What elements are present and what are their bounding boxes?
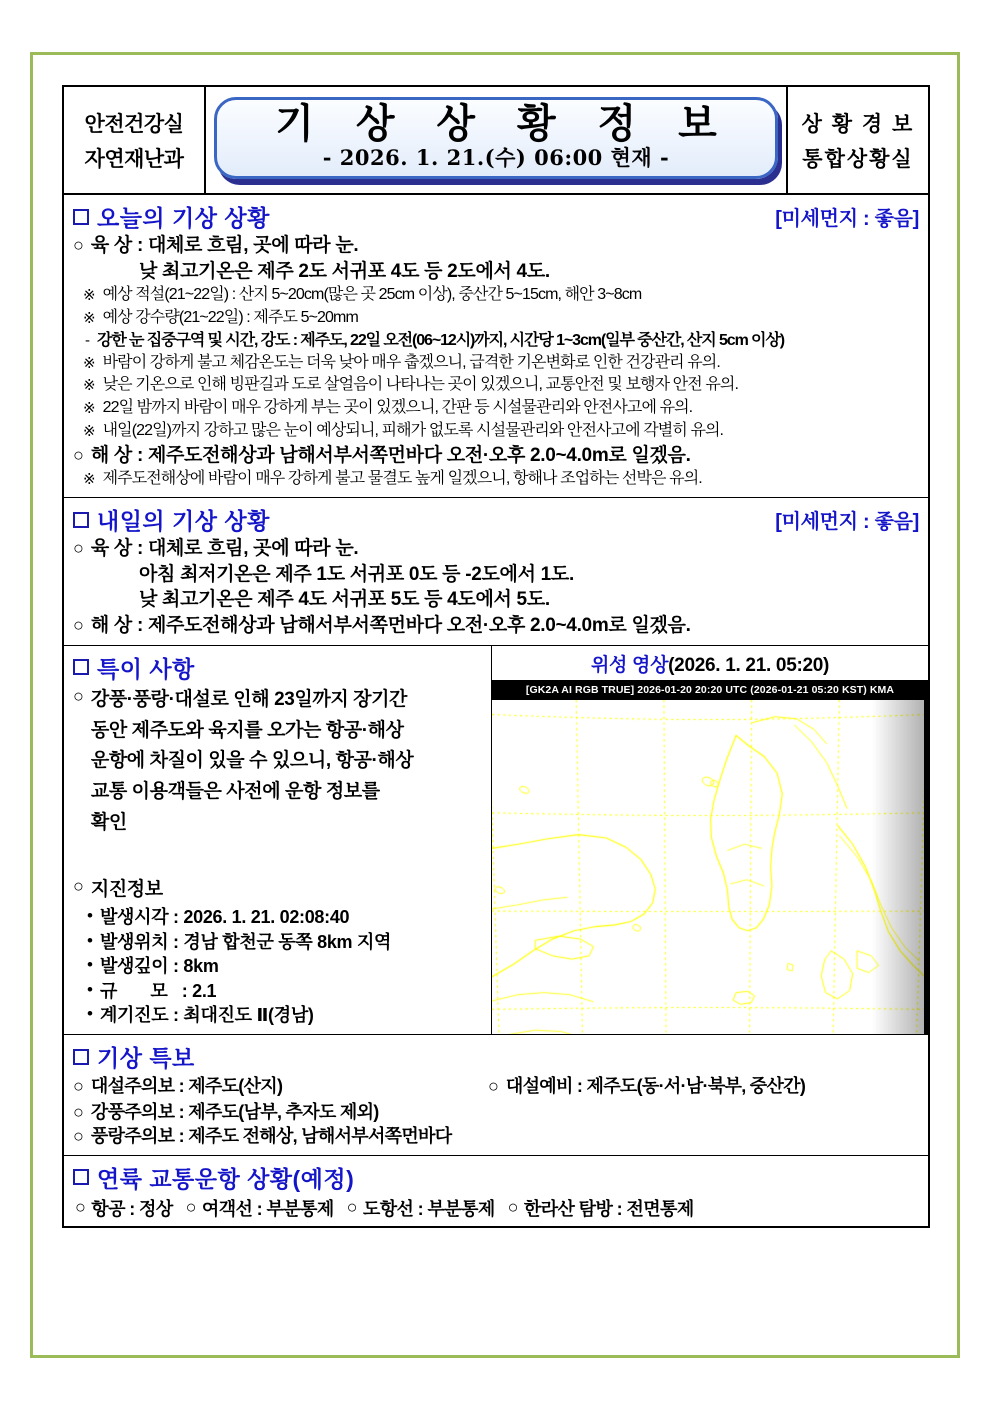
today-caution-4-text: 내일(22일)까지 강하고 많은 눈이 예상되니, 피해가 없도록 시설물관리와 안전사고에 각별히 유의. [102, 421, 724, 439]
section-tomorrow-weather [64, 498, 928, 646]
warnings-row-1 [73, 1074, 919, 1099]
earthquake-row [73, 931, 482, 954]
unit-situation-alert: 상 황 경 보 [801, 112, 915, 136]
section-transport-status [64, 1156, 928, 1226]
special-line-5: 확인 [90, 811, 127, 833]
today-caution-2 [73, 375, 919, 397]
circle-bullet-icon: ○ [75, 1197, 86, 1218]
special-line-1: 강풍·풍랑·대설로 인해 23일까지 장기간 [90, 688, 408, 710]
earthquake-magnitude-label: 규 모 [99, 980, 182, 1001]
satellite-title-time: (2026. 1. 21. 05:20) [668, 654, 830, 676]
checkbox-icon [73, 1169, 89, 1185]
circle-bullet-icon: ○ [185, 1197, 196, 1218]
today-note-rain [73, 308, 919, 330]
dot-bullet-icon: • [87, 1004, 93, 1024]
earthquake-row [73, 1004, 482, 1027]
warning-item [488, 1075, 919, 1098]
tomorrow-land-line [73, 537, 919, 562]
circle-bullet-icon: ○ [73, 1076, 84, 1097]
today-note-snow-text: 예상 적설(21~22일) : 산지 5~20cm(많은 곳 25cm 이상), 중산간 5~15cm, 해안 3~8cm [102, 286, 642, 304]
earthquake-time-value: 2026. 1. 21. 02:08:40 [183, 907, 350, 928]
report-timestamp: - 2026. 1. 21.(수) 06:00 현재 - [322, 144, 670, 170]
asterisk-bullet-icon: ※ [83, 310, 96, 328]
today-caution-3 [73, 398, 919, 420]
tomorrow-max-temp: 낮 최고기온은 제주 4도 서귀포 5도 등 4도에서 5도. [139, 589, 550, 611]
asterisk-bullet-icon: ※ [83, 400, 96, 418]
today-dust-badge: [미세먼지 : 좋음] [775, 208, 919, 230]
circle-bullet-icon: ○ [73, 444, 84, 465]
special-line-3: 운항에 차질이 있을 수 있으니, 항공·해상 [90, 750, 414, 772]
section-weather-warnings [64, 1035, 928, 1155]
today-sea-note [73, 469, 919, 491]
title-plate [214, 97, 778, 179]
today-dash-note [73, 331, 919, 352]
earthquake-depth-label: 발생깊이 [99, 956, 169, 977]
earthquake-time-label: 발생시각 [99, 907, 169, 928]
special-heading: 특이 사항 [97, 655, 195, 682]
page-title: 기 상 상 황 정 보 [275, 99, 731, 147]
transport-ferry-text: 여객선 : 부분통제 [201, 1198, 334, 1219]
circle-bullet-icon: ○ [73, 875, 84, 896]
dash-bullet-icon: - [85, 331, 90, 349]
earthquake-depth-value: 8km [183, 956, 219, 977]
tomorrow-min-temp: 아침 최저기온은 제주 1도 서귀포 0도 등 -2도에서 1도. [139, 563, 574, 585]
warning-item [73, 1101, 919, 1124]
earthquake-magnitude-value: 2.1 [192, 980, 217, 1001]
warning-heavy-snow-preliminary: 대설예비 : 제주도(동·서·남·북부, 중산간) [505, 1076, 806, 1097]
today-section-header [73, 200, 919, 233]
section-today-weather [64, 195, 928, 498]
earthquake-location-label: 발생위치 [99, 931, 169, 952]
dot-bullet-icon: • [87, 906, 93, 926]
circle-bullet-icon: ○ [73, 615, 84, 636]
earthquake-location-value: 경남 합천군 동쪽 8km 지역 [183, 931, 392, 952]
warning-heavy-snow-advisory: 대설주의보 : 제주도(산지) [90, 1076, 283, 1097]
today-dash-note-text: 강한 눈 집중구역 및 시간, 강도 : 제주도, 22일 오전(06~12시)까지, 시간당 1~3cm(일부 중산간, 산지 5cm 이상) [97, 331, 784, 349]
today-sea-note-text: 제주도전해상에 바람이 매우 강하게 불고 물결도 높게 일겠으니, 항해나 조업하는 선박은 유의. [102, 470, 702, 488]
special-paragraph [73, 685, 482, 839]
dot-bullet-icon: • [87, 979, 93, 999]
tomorrow-land-text: 육 상 : 대체로 흐림, 곳에 따라 눈. [90, 538, 359, 560]
today-sea-line [73, 444, 919, 469]
special-notes-panel [64, 646, 492, 1035]
masthead-right-unit [786, 87, 928, 193]
asterisk-bullet-icon: ※ [83, 422, 96, 440]
earthquake-heading-line [73, 875, 482, 906]
checkbox-icon [73, 659, 89, 675]
today-note-snow [73, 285, 919, 307]
circle-bullet-icon: ○ [73, 235, 84, 255]
masthead [64, 87, 928, 195]
earthquake-time: 발생시각 : 2026. 1. 21. 02:08:40 [99, 907, 350, 928]
circle-bullet-icon: ○ [507, 1197, 518, 1218]
dot-bullet-icon: • [87, 930, 93, 950]
today-land-max-temp: 낮 최고기온은 제주 2도 서귀포 4도 등 2도에서 4도. [139, 260, 550, 282]
dot-bullet-icon: • [87, 955, 93, 975]
satellite-image-canvas [492, 700, 924, 1035]
checkbox-icon [73, 209, 89, 225]
tomorrow-heading: 내일의 기상 상황 [97, 508, 270, 535]
transport-item-island-boat [347, 1195, 495, 1221]
today-caution-1 [73, 353, 919, 375]
today-caution-1-text: 바람이 강하게 불고 체감온도는 더욱 낮아 매우 춥겠으니, 급격한 기온변화로 인한 건강관리 유의. [102, 353, 720, 371]
transport-air-text: 항공 : 정상 [91, 1198, 173, 1219]
satellite-title [492, 646, 928, 680]
special-line-2: 동안 제주도와 육지를 오가는 항공·해상 [90, 719, 404, 741]
earthquake-magnitude: 규 모: 2.1 [99, 980, 217, 1001]
asterisk-bullet-icon: ※ [83, 287, 96, 305]
today-note-rain-text: 예상 강수량(21~22일) : 제주도 5~20mm [102, 309, 358, 327]
warning-high-seas-advisory: 풍랑주의보 : 제주도 전해상, 남해서부서쪽먼바다 [90, 1126, 452, 1147]
masthead-left-department [64, 87, 206, 193]
unit-integrated-room: 통합상황실 [802, 147, 914, 171]
today-caution-4 [73, 421, 919, 443]
today-land-text: 육 상 : 대체로 흐림, 곳에 따라 눈. [90, 235, 359, 256]
today-heading: 오늘의 기상 상황 [97, 205, 270, 231]
weather-report-table [62, 85, 930, 1228]
earthquake-intensity-value: 최대진도 Ⅱ(경남) [183, 1005, 314, 1026]
asterisk-bullet-icon: ※ [83, 377, 96, 395]
circle-bullet-icon: ○ [73, 538, 84, 559]
earthquake-row [73, 955, 482, 978]
warning-item [73, 1125, 919, 1148]
circle-bullet-icon: ○ [73, 1126, 84, 1147]
satellite-image [492, 680, 928, 1035]
today-caution-2-text: 낮은 기온으로 인해 빙판길과 도로 살얼음이 나타나는 곳이 있겠으니, 교통안전 및 보행자 안전 유의. [102, 376, 738, 394]
warnings-heading: 기상 특보 [97, 1045, 195, 1072]
transport-item-ferry [186, 1195, 334, 1221]
transport-items [73, 1195, 919, 1221]
earthquake-depth: 발생깊이 : 8km [99, 956, 219, 977]
circle-bullet-icon: ○ [488, 1076, 499, 1097]
department-office: 안전건강실 [84, 112, 184, 136]
transport-item-hallasan [508, 1195, 694, 1221]
circle-bullet-icon: ○ [73, 1101, 84, 1122]
special-paragraph-body [91, 685, 413, 839]
tomorrow-sea-line [73, 614, 919, 639]
transport-item-air [75, 1195, 173, 1221]
today-caution-3-text: 22일 밤까지 바람이 매우 강하게 부는 곳이 있겠으니, 간판 등 시설물관리와 안전사고에 유의. [102, 399, 693, 417]
today-sea-text: 해 상 : 제주도전해상과 남해서부서쪽먼바다 오전·오후 2.0~4.0m로 일겠음. [90, 444, 691, 466]
satellite-caption: [GK2A AI RGB TRUE] 2026-01-20 20:20 UTC (2026-01-21 05:20 KST) KMA [492, 680, 928, 700]
checkbox-icon [73, 512, 89, 528]
earthquake-intensity-label: 계기진도 [99, 1005, 169, 1026]
satellite-title-label: 위성 영상 [590, 654, 669, 676]
transport-island-boat-text: 도항선 : 부분통제 [362, 1198, 495, 1219]
earthquake-location: 발생위치 : 경남 합천군 동쪽 8km 지역 [99, 931, 392, 952]
earthquake-heading: 지진정보 [90, 878, 163, 900]
tomorrow-sea-text: 해 상 : 제주도전해상과 남해서부서쪽먼바다 오전·오후 2.0~4.0m로 일겠음. [90, 615, 691, 637]
circle-bullet-icon: ○ [73, 685, 84, 706]
special-section-header [73, 651, 482, 684]
transport-section-header [73, 1161, 919, 1194]
earthquake-row [73, 980, 482, 1003]
earthquake-intensity: 계기진도 : 최대진도 Ⅱ(경남) [99, 1005, 314, 1026]
today-land-line [73, 234, 919, 259]
asterisk-bullet-icon: ※ [83, 354, 96, 372]
special-line-4: 교통 이용객들은 사전에 운항 정보를 [90, 781, 380, 803]
masthead-title-area [206, 87, 786, 193]
department-division: 자연재난과 [84, 147, 184, 171]
tomorrow-section-header [73, 503, 919, 536]
transport-hallasan-text: 한라산 탐방 : 전면통제 [523, 1198, 694, 1219]
warning-strong-wind-advisory: 강풍주의보 : 제주도(남부, 추자도 제외) [90, 1101, 379, 1122]
transport-heading: 연륙 교통운항 상황(예정) [97, 1165, 355, 1192]
asterisk-bullet-icon: ※ [83, 471, 96, 489]
checkbox-icon [73, 1049, 89, 1065]
satellite-panel [492, 646, 928, 1035]
earthquake-row [73, 906, 482, 929]
tomorrow-dust-badge: [미세먼지 : 좋음] [775, 511, 919, 534]
warning-item [73, 1075, 488, 1098]
warnings-section-header [73, 1040, 919, 1073]
section-special-and-satellite [64, 646, 928, 1036]
circle-bullet-icon: ○ [346, 1197, 357, 1218]
